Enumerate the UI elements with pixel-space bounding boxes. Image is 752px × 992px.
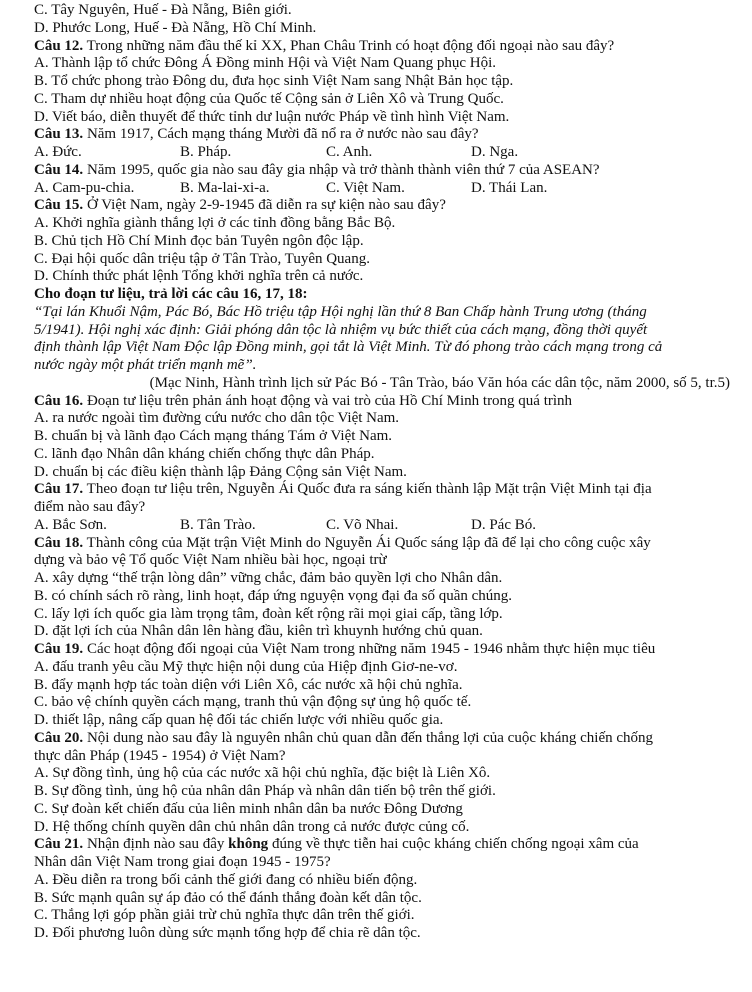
- question-text-cont: điểm nào sau đây?: [34, 499, 146, 515]
- option-a: A. Khởi nghĩa giành thắng lợi ở các tỉnh đồng bằng Bắc Bộ.: [34, 215, 396, 231]
- option-a: A. Đức.: [34, 144, 82, 160]
- negation-emphasis: không: [228, 836, 269, 853]
- question-text: Nhận định nào sau đây: [83, 836, 229, 853]
- option-c: C. Tây Nguyên, Huế - Đà Nẵng, Biên giới.: [34, 2, 292, 18]
- question-21-stem: [34, 836, 732, 854]
- question-17: [34, 481, 732, 534]
- question-text: Các hoạt động đối ngoại của Việt Nam trong những năm 1945 - 1946 nhằm thực hiện mục tiêu: [83, 641, 656, 657]
- question-number: Câu 14.: [34, 161, 84, 178]
- question-14: [34, 162, 732, 198]
- question-19: [34, 641, 732, 730]
- option-b: B. Tổ chức phong trào Đông du, đưa học sinh Việt Nam sang Nhật Bản học tập.: [34, 73, 514, 89]
- passage-heading: Cho đoạn tư liệu, trả lời các câu 16, 17, 18:: [34, 286, 308, 302]
- option-a: A. Cam-pu-chia.: [34, 179, 135, 196]
- option-a: A. đấu tranh yêu cầu Mỹ thực hiện nội dung của Hiệp định Giơ-ne-vơ.: [34, 658, 458, 675]
- passage-quote-line: nước ngày một phát triển mạnh mẽ”.: [34, 357, 257, 373]
- question-text: Trong những năm đầu thế kỉ XX, Phan Châu Trinh có hoạt động đối ngoại nào sau đây?: [83, 37, 615, 54]
- question-number: Câu 20.: [34, 729, 84, 746]
- question-text-cont: thực dân Pháp (1945 - 1954) ở Việt Nam?: [34, 747, 286, 764]
- source-passage: [34, 286, 732, 393]
- question-17-stem: [34, 481, 732, 499]
- question-18-stem: [34, 535, 732, 553]
- option-d: D. Viết báo, diễn thuyết để thức tỉnh dư luận nước Pháp về tình hình Việt Nam.: [34, 108, 510, 125]
- question-text: Năm 1995, quốc gia nào sau đây gia nhập và trở thành thành viên thứ 7 của ASEAN?: [83, 161, 600, 178]
- question-16: [34, 393, 732, 482]
- option-d: D. thiết lập, nâng cấp quan hệ đối tác chiến lược với nhiều quốc gia.: [34, 712, 444, 728]
- option-d: D. Nga.: [471, 144, 519, 160]
- option-b: B. đẩy mạnh hợp tác toàn diện với Liên Xô, các nước xã hội chủ nghĩa.: [34, 676, 463, 693]
- question-number: Câu 15.: [34, 197, 84, 214]
- option-a: A. xây dựng “thế trận lòng dân” vững chắc, đảm bảo quyền lợi cho Nhân dân.: [34, 570, 503, 586]
- option-b: B. Sự đồng tình, ủng hộ của nhân dân Pháp và nhân dân tiến bộ trên thế giới.: [34, 783, 496, 799]
- option-a: A. Sự đồng tình, ủng hộ của các nước xã hội chủ nghĩa, đặc biệt là Liên Xô.: [34, 765, 491, 782]
- option-d: D. Thái Lan.: [471, 179, 548, 196]
- question-21: [34, 836, 732, 943]
- passage-quote-line: 5/1941). Hội nghị xác định: Giải phóng dân tộc là nhiệm vụ bức thiết của cách mạng, đồng thời quyết: [34, 321, 648, 338]
- option-a: A. Bắc Sơn.: [34, 516, 107, 533]
- question-12-stem: [34, 38, 732, 56]
- question-20-stem: [34, 730, 732, 748]
- options-row: [34, 517, 732, 535]
- option-c: C. Đại hội quốc dân triệu tập ở Tân Trào, Tuyên Quang.: [34, 250, 370, 267]
- question-15-stem: [34, 197, 732, 215]
- option-b: B. Tân Trào.: [180, 516, 256, 533]
- option-b: B. Pháp.: [180, 144, 232, 160]
- question-14-stem: [34, 162, 732, 180]
- question-number: Câu 17.: [34, 481, 84, 498]
- option-d: D. Đối phương luôn dùng sức mạnh tổng hợp để chia rẽ dân tộc.: [34, 925, 421, 941]
- option-c: C. bảo vệ chính quyền cách mạng, tranh thủ vận động sự ủng hộ quốc tế.: [34, 694, 472, 711]
- question-text: Nội dung nào sau đây là nguyên nhân chủ quan dẫn đến thắng lợi của cuộc kháng chiến chống: [83, 729, 654, 746]
- question-number: Câu 19.: [34, 641, 84, 657]
- question-20: [34, 730, 732, 837]
- option-d: D. Hệ thống chính quyền dân chủ nhân dân trong cả nước được củng cố.: [34, 818, 470, 835]
- question-18: [34, 535, 732, 642]
- option-b: B. có chính sách rõ ràng, linh hoạt, đáp ứng nguyện vọng đại đa số quần chúng.: [34, 587, 513, 604]
- option-b: B. Ma-lai-xi-a.: [180, 179, 270, 196]
- question-13: [34, 126, 732, 162]
- passage-source: (Mạc Ninh, Hành trình lịch sử Pác Bó - Tân Trào, báo Văn hóa các dân tộc, năm 2000, số 5, tr.5): [149, 374, 730, 391]
- passage-quote-line: “Tại lán Khuổi Nậm, Pác Bó, Bác Hồ triệu tập Hội nghị lần thứ 8 Ban Chấp hành Trung ương (tháng: [34, 303, 647, 320]
- option-c: C. lãnh đạo Nhân dân kháng chiến chống thực dân Pháp.: [34, 445, 375, 462]
- option-a: A. ra nước ngoài tìm đường cứu nước cho dân tộc Việt Nam.: [34, 410, 400, 427]
- option-c: C. Tham dự nhiều hoạt động của Quốc tế Cộng sản ở Liên Xô và Trung Quốc.: [34, 90, 504, 107]
- option-b: B. chuẩn bị và lãnh đạo Cách mạng tháng Tám ở Việt Nam.: [34, 428, 393, 444]
- question-number: Câu 13.: [34, 126, 84, 143]
- question-text-cont: Nhân dân Việt Nam trong giai đoạn 1945 - 1975?: [34, 854, 331, 870]
- question-13-stem: [34, 126, 732, 144]
- options-row: [34, 144, 732, 162]
- option-a: A. Đều diễn ra trong bối cảnh thế giới đang có nhiều biến động.: [34, 871, 418, 888]
- question-number: Câu 21.: [34, 836, 84, 853]
- option-b: B. Chủ tịch Hồ Chí Minh đọc bản Tuyên ngôn độc lập.: [34, 232, 364, 249]
- question-text: đúng về thực tiễn hai cuộc kháng chiến chống ngoại xâm của: [268, 836, 639, 853]
- question-12: [34, 38, 732, 127]
- question-15: [34, 197, 732, 286]
- option-a: A. Thành lập tổ chức Đông Á Đồng minh Hội và Việt Nam Quang phục Hội.: [34, 55, 497, 72]
- question-number: Câu 16.: [34, 392, 84, 409]
- option-c: C. lấy lợi ích quốc gia làm trọng tâm, đoàn kết rộng rãi mọi giai cấp, tầng lớp.: [34, 605, 503, 622]
- question-number: Câu 18.: [34, 534, 84, 551]
- question-text: Ở Việt Nam, ngày 2-9-1945 đã diễn ra sự kiện nào sau đây?: [83, 197, 446, 214]
- option-c: C. Anh.: [326, 144, 373, 160]
- option-c: C. Việt Nam.: [326, 179, 405, 196]
- option-c: C. Sự đoàn kết chiến đấu của liên minh nhân dân ba nước Đông Dương: [34, 800, 463, 817]
- question-16-stem: [34, 393, 732, 411]
- question-19-stem: [34, 641, 732, 659]
- question-text-cont: dựng và bảo vệ Tổ quốc Việt Nam nhiều bài học, ngoại trừ: [34, 552, 387, 569]
- option-d: D. Pác Bó.: [471, 516, 536, 533]
- question-number: Câu 12.: [34, 37, 84, 54]
- option-d: D. chuẩn bị các điều kiện thành lập Đảng Cộng sản Việt Nam.: [34, 463, 407, 480]
- option-c: C. Võ Nhai.: [326, 516, 399, 533]
- question-text: Theo đoạn tư liệu trên, Nguyễn Ái Quốc đưa ra sáng kiến thành lập Mặt trận Việt Minh tại địa: [83, 481, 652, 498]
- question-text: Năm 1917, Cách mạng tháng Mười đã nổ ra ở nước nào sau đây?: [83, 126, 479, 143]
- option-d: D. đặt lợi ích của Nhân dân lên hàng đầu, kiên trì khuynh hướng chủ quan.: [34, 623, 483, 640]
- question-text: Đoạn tư liệu trên phản ánh hoạt động và vai trò của Hồ Chí Minh trong quá trình: [83, 392, 573, 409]
- passage-quote-line: định thành lập Việt Nam Độc lập Đồng minh, gọi tắt là Việt Minh. Từ đó phong trào cách mạng trong cả: [34, 339, 663, 356]
- option-d: D. Chính thức phát lệnh Tổng khởi nghĩa trên cả nước.: [34, 268, 364, 285]
- option-b: B. Sức mạnh quân sự áp đảo có thể đánh thắng đoàn kết dân tộc.: [34, 889, 422, 906]
- question-text: Thành công của Mặt trận Việt Minh do Nguyễn Ái Quốc sáng lập đã để lại cho công cuộc xây: [83, 534, 651, 551]
- option-c: C. Thắng lợi góp phần giải trừ chủ nghĩa thực dân trên thế giới.: [34, 907, 415, 924]
- options-row: [34, 180, 732, 198]
- option-d: D. Phước Long, Huế - Đà Nẵng, Hồ Chí Minh.: [34, 19, 317, 36]
